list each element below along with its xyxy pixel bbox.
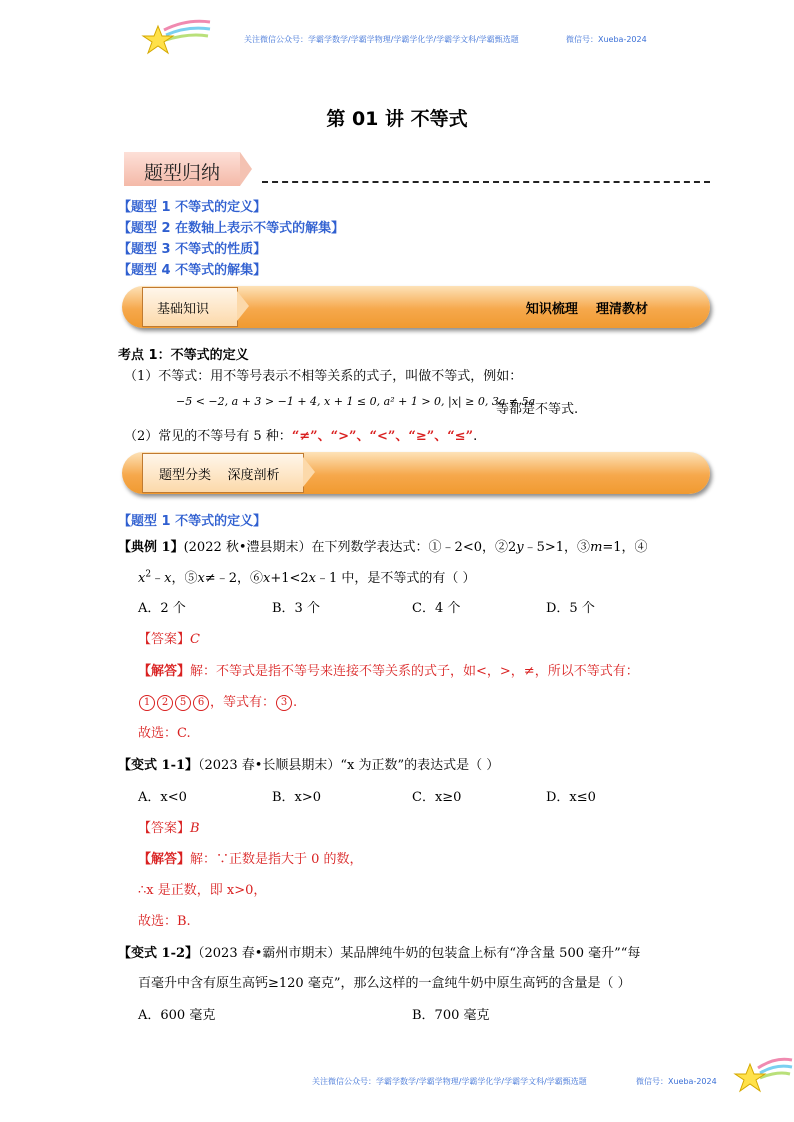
toc-item-3[interactable]: 【题型 3 不等式的性质】 — [118, 242, 267, 257]
example1-answer — [138, 628, 200, 647]
variant12-option-b[interactable]: B．700 毫克 — [412, 1008, 490, 1023]
example1-conclusion: 故选：C. — [138, 726, 191, 741]
banner-basic-knowledge — [122, 286, 710, 328]
logo-star-icon — [140, 18, 212, 58]
variant12-option-a[interactable]: A．600 毫克 — [138, 1008, 216, 1023]
example1-line2: $x^2﹣x$，⑤x≠﹣2，⑥x+1<2x﹣1 中，是不等式的有（ ） — [138, 569, 476, 586]
variant12-line1 — [118, 942, 640, 961]
banner-tag-arrow — [237, 291, 249, 321]
variant11-conclusion: 故选：B. — [138, 914, 191, 929]
example1-option-c[interactable]: C．4 个 — [412, 601, 461, 616]
knowledge-item-1: （1）不等式：用不等号表示不相等关系的式子，叫做不等式，例如： — [124, 369, 523, 384]
toc-item-2[interactable]: 【题型 2 在数轴上表示不等式的解集】 — [118, 221, 345, 236]
banner-type-classification — [122, 452, 710, 494]
variant11-source: （2023 春•长顺县期末）“x 为正数”的表达式是（ ） — [198, 758, 500, 773]
type1-heading: 【题型 1 不等式的定义】 — [118, 514, 267, 529]
footer-wechat-id: 微信号：Xueba-2024 — [636, 1077, 717, 1086]
variant11-answer-value: B — [190, 821, 200, 836]
variant12-text1: （2023 春•霸州市期末）某品牌纯牛奶的包装盒上标有“净含量 500 毫升”“每 — [198, 946, 641, 961]
example1-explain-line2: 1 2 5 6 ，等式有： 3 . — [138, 691, 297, 711]
example1-option-a[interactable]: A．2 个 — [138, 601, 186, 616]
variant11-label: 【变式 1-1】 — [118, 758, 199, 773]
knowledge-formula-tail: 等都是不等式. — [496, 402, 579, 417]
variant11-explain-text: 解：∵正数是指大于 0 的数， — [190, 852, 363, 867]
variant11-option-a[interactable]: A．x<0 — [138, 790, 187, 805]
example1-explain-label: 【解答】 — [138, 664, 191, 679]
banner2-tag-arrow — [303, 457, 315, 487]
knowledge-point-title: 考点 1：不等式的定义 — [118, 348, 249, 363]
variant11-option-c[interactable]: C．x≥0 — [412, 790, 462, 805]
banner-tag — [142, 287, 238, 327]
example1-explain — [138, 660, 639, 679]
variant11-explain-label: 【解答】 — [138, 852, 191, 867]
variant11-answer — [138, 817, 200, 836]
banner2-tag — [142, 453, 304, 493]
footer-promo-text: 关注微信公众号：学霸学数学/学霸学物理/学霸学化学/学霸学文科/学霸甄选题 — [312, 1077, 587, 1086]
example1-option-d[interactable]: D．5 个 — [546, 601, 595, 616]
section-label: 题型归纳 — [144, 162, 221, 184]
example1-option-b[interactable]: B．3 个 — [272, 601, 320, 616]
banner-tag-label: 基础知识 — [157, 302, 210, 317]
variant11-option-d[interactable]: D．x≤0 — [546, 790, 596, 805]
knowledge-symbols: “≠”、“>”、“<”、“≥”、“≤” — [291, 429, 474, 444]
knowledge-item-2-end: . — [473, 429, 478, 444]
banner-right-text: 知识梳理 理清教材 — [525, 302, 648, 317]
example1-label: 【典例 1】 — [118, 540, 184, 555]
toc-item-4[interactable]: 【题型 4 不等式的解集】 — [118, 263, 267, 278]
example1-answer-label: 【答案】 — [138, 632, 191, 647]
knowledge-item-2 — [124, 425, 477, 444]
header-wechat-id: 微信号：Xueba-2024 — [566, 35, 647, 44]
variant12-label: 【变式 1-2】 — [118, 946, 199, 961]
knowledge-item-2-prefix: （2）常见的不等号有 5 种： — [124, 429, 292, 444]
variant11-line1 — [118, 754, 499, 773]
section-label-arrow — [240, 152, 252, 186]
example1-explain-tail: ，等式有： — [210, 695, 276, 710]
section-divider — [262, 181, 710, 183]
example1-answer-value: C — [190, 632, 200, 647]
example1-explain-text: 解：不等式是指不等号来连接不等关系的式子，如<，>，≠，所以不等式有： — [190, 664, 639, 679]
example1-line1: 【典例 1】(2022 秋•澧县期末）在下列数学表达式：①﹣2<0，②2y﹣5>1，③m=1，④ — [118, 540, 648, 555]
knowledge-formula: −5 < −2, a + 3 > −1 + 4, x + 1 ≤ 0, a² + 1 > 0, |x| ≥ 0, 3a ≠ 5a — [176, 395, 536, 408]
variant11-answer-label: 【答案】 — [138, 821, 191, 836]
banner2-tag-label: 题型分类 深度剖析 — [159, 468, 280, 483]
header-promo-text: 关注微信公众号：学霸学数学/学霸学物理/学霸学化学/学霸学文科/学霸甄选题 — [244, 35, 519, 44]
footer-star-icon — [728, 1054, 794, 1096]
variant12-line2: 百毫升中含有原生高钙≥120 毫克”，那么这样的一盒纯牛奶中原生高钙的含量是（ ） — [138, 976, 631, 991]
toc-item-1[interactable]: 【题型 1 不等式的定义】 — [118, 200, 267, 215]
page-title: 第 01 讲 不等式 — [326, 108, 468, 130]
example1-source: (2022 秋•澧县期末）在下列数学表达式： — [183, 540, 429, 555]
section-label-box — [124, 152, 240, 186]
variant11-explain — [138, 848, 363, 867]
variant11-option-b[interactable]: B．x>0 — [272, 790, 322, 805]
variant11-explain-line2: ∴x 是正数，即 x>0， — [138, 883, 267, 898]
